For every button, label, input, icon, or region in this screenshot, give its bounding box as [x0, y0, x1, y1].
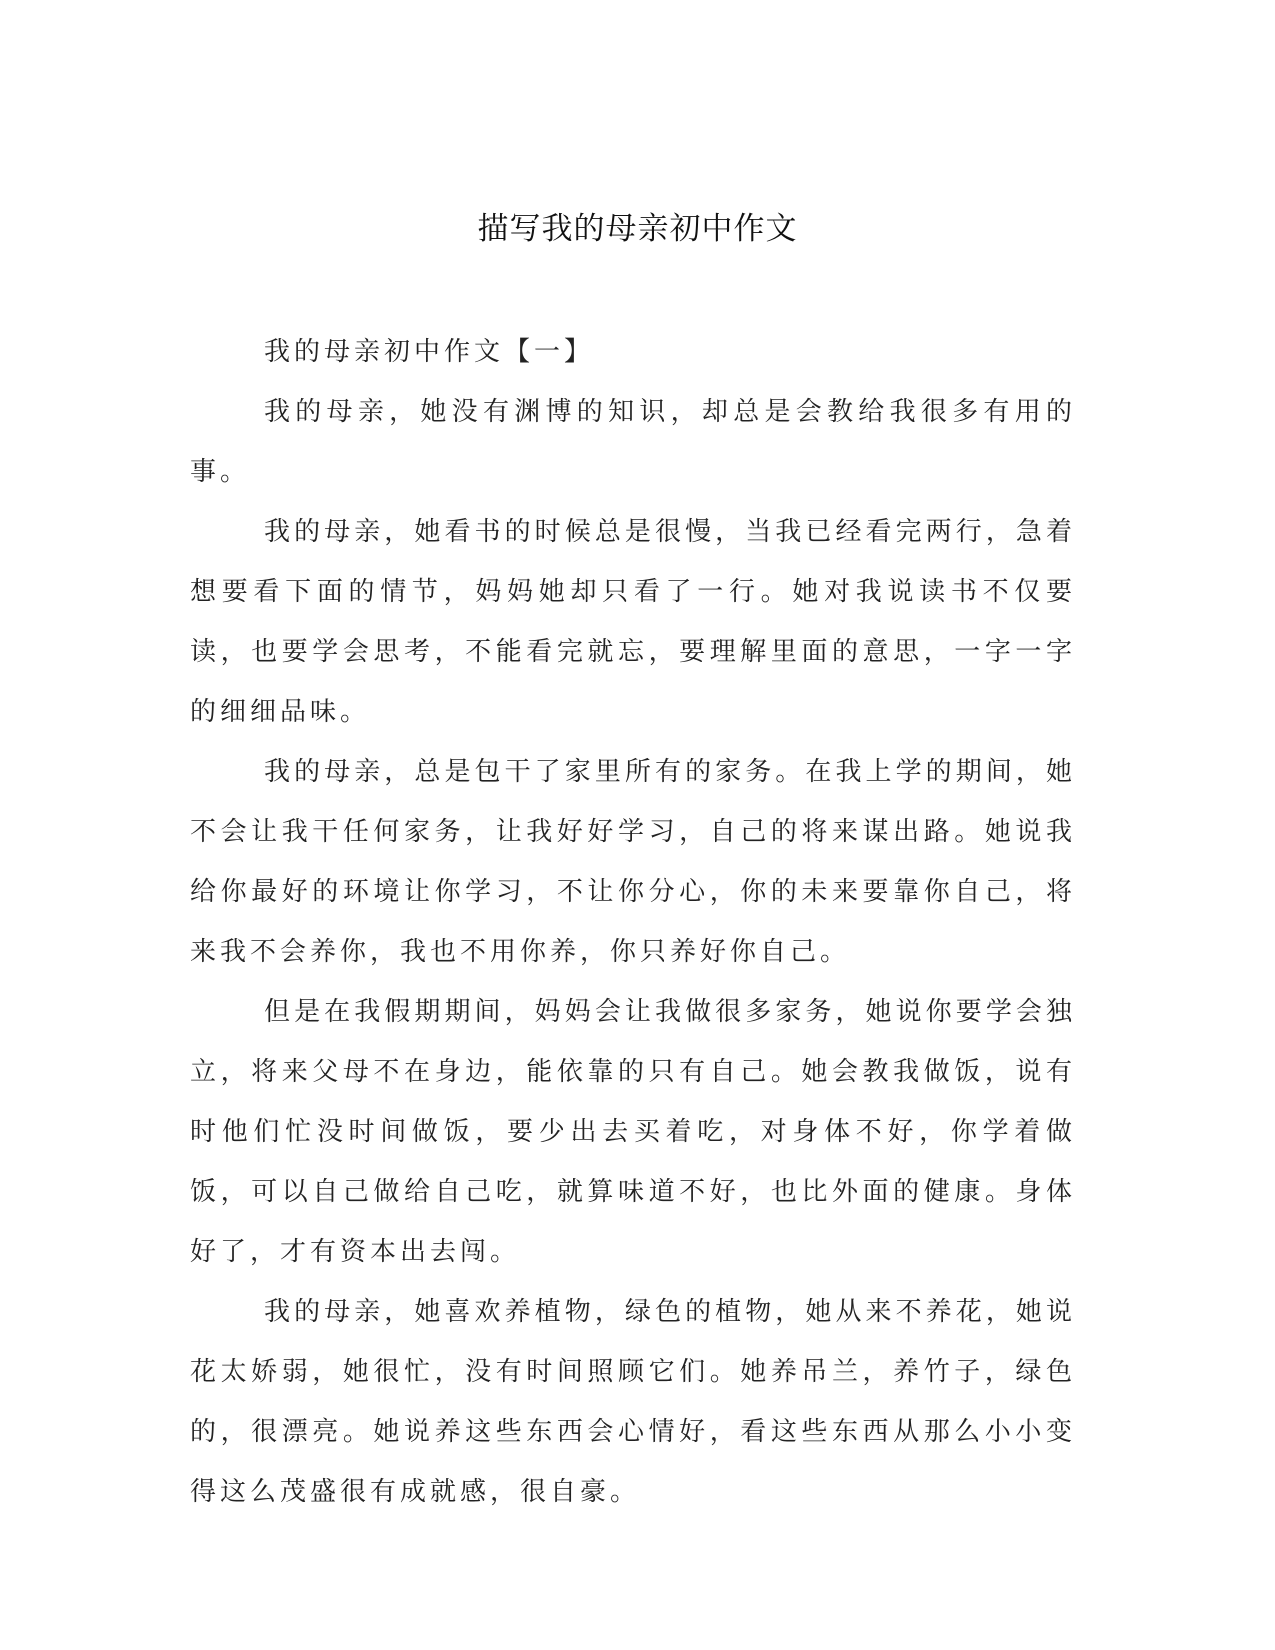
- document-title: 描写我的母亲初中作文: [477, 211, 798, 247]
- paragraph: 我的母亲，总是包干了家里所有的家务。在我上学的期间，她不会让我干任何家务，让我好好学习，自己的将来谋出路。她说我给你最好的环境让你学习，不让你分心，你的未来要靠你自己，将来我不会养你，我也不用你养，你只养好你自己。: [190, 757, 1076, 967]
- section-heading: 我的母亲初中作文【一】: [264, 337, 595, 367]
- paragraph: 但是在我假期期间，妈妈会让我做很多家务，她说你要学会独立，将来父母不在身边，能依靠的只有自己。她会教我做饭，说有时他们忙没时间做饭，要少出去买着吃，对身体不好，你学着做饭，可以自己做给自己吃，就算味道不好，也比外面的健康。身体好了，才有资本出去闯。: [190, 997, 1076, 1267]
- document-body: [190, 322, 1076, 1522]
- paragraph: 我的母亲，她看书的时候总是很慢，当我已经看完两行，急着想要看下面的情节，妈妈她却只看了一行。她对我说读书不仅要读，也要学会思考，不能看完就忘，要理解里面的意思，一字一字的细细品味。: [190, 517, 1076, 727]
- paragraph: 我的母亲，她没有渊博的知识，却总是会教给我很多有用的事。: [190, 397, 1076, 487]
- paragraph: 我的母亲，她喜欢养植物，绿色的植物，她从来不养花，她说花太娇弱，她很忙，没有时间照顾它们。她养吊兰，养竹子，绿色的，很漂亮。她说养这些东西会心情好，看这些东西从那么小小变得这么茂盛很有成就感，很自豪。: [190, 1297, 1076, 1507]
